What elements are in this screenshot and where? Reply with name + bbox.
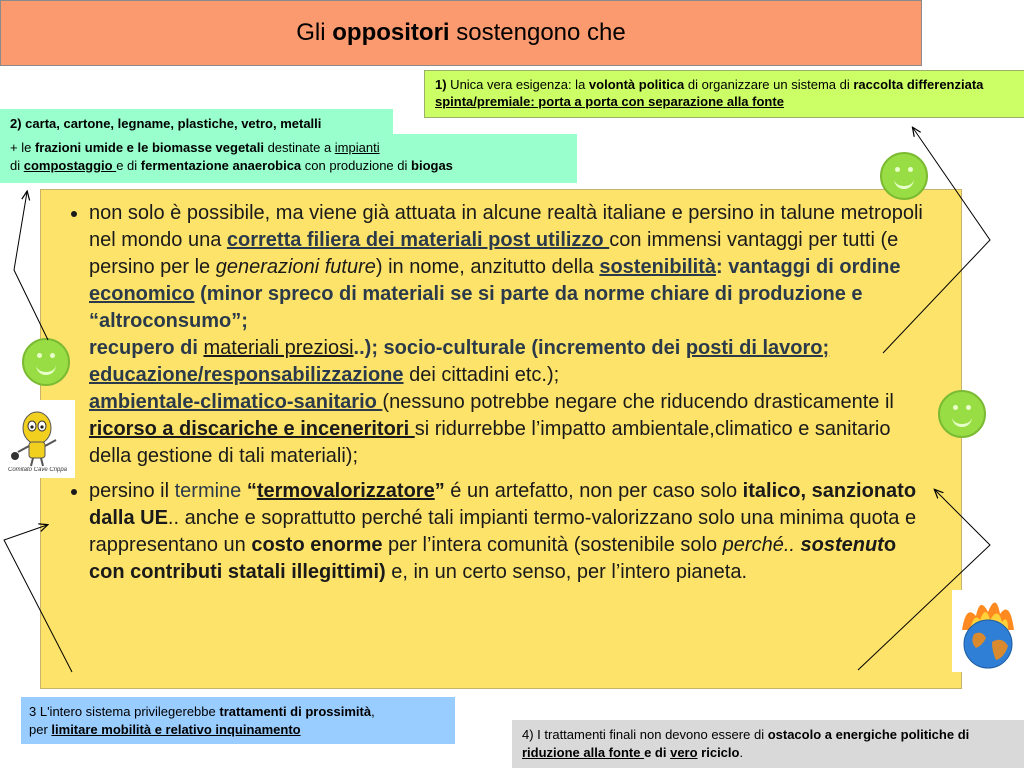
b1-underlined: sostenibilità <box>599 256 717 278</box>
note-1-text: di organizzare un sistema di <box>684 77 854 92</box>
note-2-underlined: impianti <box>334 140 380 155</box>
b2-bold: o <box>883 534 897 556</box>
b2-bold: con contributi statali illegittimi) <box>89 561 386 583</box>
note-2-bold: frazioni umide e le biomasse vegetali <box>34 140 264 155</box>
b1-underlined: materiali preziosi <box>203 337 354 359</box>
b2-text: persino il <box>89 480 175 502</box>
bullet-item-1 <box>89 200 931 470</box>
burning-globe-image <box>952 590 1024 672</box>
note-2-text: e di <box>116 158 141 173</box>
b1-bold: (minor spreco di materiali se si parte da norme chiare di produzione e “altroconsumo”; <box>89 283 863 332</box>
bullet-list <box>61 200 931 586</box>
note-4-text: . <box>739 745 744 760</box>
note-2-line1: 2) carta, cartone, legname, plastiche, vetro, metalli <box>10 116 322 131</box>
mascot-caption: Comitato Cave Crippa <box>7 467 68 473</box>
note-2-underlined: compostaggio <box>23 158 117 173</box>
title-bold: oppositori <box>332 19 450 46</box>
b1-bold: : vantaggi di ordine <box>716 256 901 278</box>
b1-text: ) in nome, anzitutto della <box>375 256 600 278</box>
title-post: sostengono che <box>456 19 626 46</box>
b1-underlined: ambientale-climatico-sanitario <box>89 391 383 413</box>
note-1-bold: raccolta differenziata <box>853 77 984 92</box>
slide-title <box>0 0 922 66</box>
note-3-text: 3 L'intero sistema privilegerebbe <box>29 704 220 719</box>
b1-text: si ridurrebbe l’impatto ambientale,climatico e sanitario della gestione di tali materiali); <box>89 418 891 467</box>
note-1-underlined: spinta/premiale: porta a porta con separazione alla fonte <box>435 94 784 109</box>
b2-bold: ” <box>434 480 445 502</box>
b1-underlined: ricorso a discariche e inceneritori <box>89 418 415 440</box>
b2-italic: perché.. <box>722 534 801 556</box>
note-4-text: 4) I trattamenti finali non devono essere di <box>522 727 768 742</box>
b2-bold: italico, sanzionato dalla UE <box>89 480 917 529</box>
smiley-icon <box>938 390 986 438</box>
b2-bold: costo enorme <box>251 534 383 556</box>
note-2-bold: fermentazione anaerobica <box>140 158 302 173</box>
note-4-underlined: riduzione alla fonte <box>522 745 645 760</box>
note-3-text: , <box>371 704 375 719</box>
b1-text: non solo è possibile, ma viene già attuata in alcune realtà italiane e persino in talune metropoli nel mondo una <box>89 202 923 251</box>
b1-italic: generazioni future <box>215 256 376 278</box>
b2-bold: “ <box>246 480 257 502</box>
note-2-header <box>0 109 393 135</box>
note-2-bold: biogas <box>411 158 453 173</box>
b1-underlined: economico <box>89 283 195 305</box>
note-4-box <box>512 720 1024 768</box>
b2-underlined: termovalorizzatore <box>256 480 435 502</box>
b2-text: e, in un certo senso, per l’intero pianeta. <box>385 561 748 583</box>
b1-bold: ..); socio-culturale (incremento dei <box>353 337 686 359</box>
burning-globe-icon <box>952 590 1024 672</box>
note-3-box <box>21 697 455 744</box>
note-4-underlined: vero <box>670 745 698 760</box>
bullet-item-2 <box>89 478 931 586</box>
main-content-box <box>40 189 962 689</box>
b1-bold: recupero di <box>89 337 204 359</box>
note-4-bold: e di <box>644 745 671 760</box>
note-4-bold: ostacolo a energiche politiche di <box>767 727 970 742</box>
note-4-bold: riciclo <box>697 745 740 760</box>
b2-bold-italic: sostenut <box>800 534 884 556</box>
b1-text: con immensi vantaggi per tutti (e persino per le <box>89 229 899 278</box>
note-1-text: Unica vera esigenza: la <box>446 77 589 92</box>
note-2-text: destinate a <box>263 140 335 155</box>
note-3-text: per <box>29 722 52 737</box>
note-2-text: con produzione di <box>301 158 412 173</box>
b2-text: termine <box>174 480 247 502</box>
b1-text: (nessuno potrebbe negare che riducendo drasticamente il <box>382 391 894 413</box>
note-1-box <box>424 70 1024 118</box>
note-1-number: 1) <box>435 77 447 92</box>
note-2-box <box>0 134 577 183</box>
note-2-text: + le <box>10 140 35 155</box>
mascot-logo <box>0 400 75 478</box>
title-pre: Gli <box>296 19 326 46</box>
note-1-bold: volontà politica <box>588 77 685 92</box>
b1-underlined: corretta filiera dei materiali post utilizzo <box>226 229 610 251</box>
b1-text: dei cittadini etc.); <box>403 364 560 386</box>
note-3-underlined: limitare mobilità e relativo inquinamento <box>51 722 301 737</box>
note-2-text: di <box>10 158 24 173</box>
b2-text: .. anche e soprattutto perché tali impianti termo-valorizzano solo una minima quota e rappresentano un <box>89 507 917 556</box>
b2-text: é un artefatto, non per caso solo <box>444 480 743 502</box>
b2-text: per l’intera comunità (sostenibile solo <box>382 534 723 556</box>
b1-underlined: posti di lavoro; educazione/responsabilizzazione <box>89 337 830 386</box>
note-3-bold: trattamenti di prossimità <box>219 704 372 719</box>
smiley-icon <box>22 338 70 386</box>
smiley-icon <box>880 152 928 200</box>
